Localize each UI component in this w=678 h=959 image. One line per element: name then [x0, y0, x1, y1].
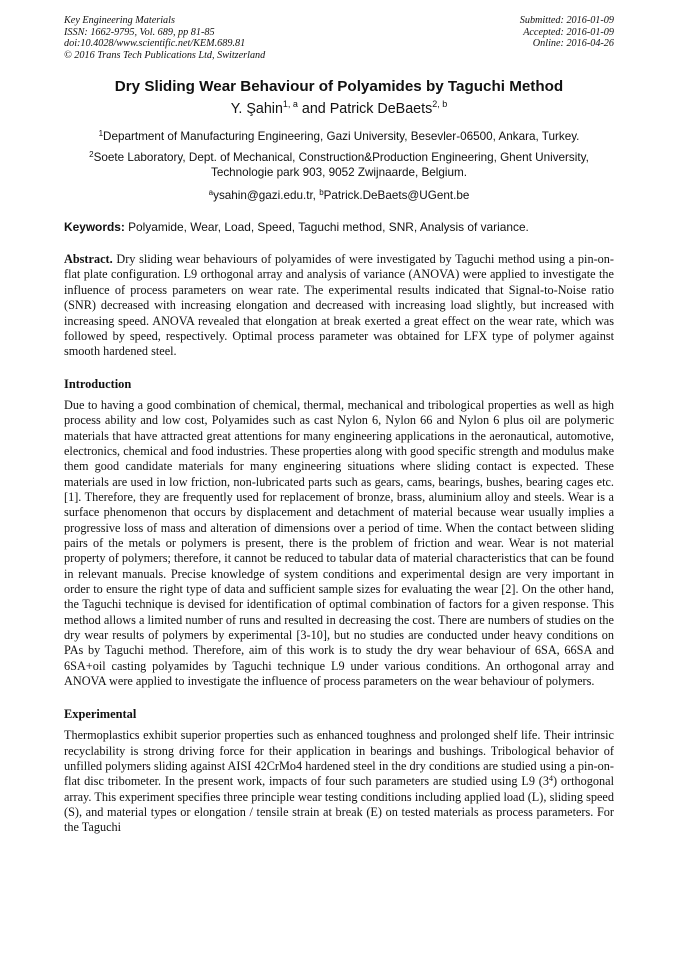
affiliation-2-text: Soete Laboratory, Dept. of Mechanical, Construction&Production Engineering, Ghent University, Technologie park 903, 9052 Zwijnaarde, Belgium.	[93, 151, 589, 179]
experimental-text-1: Thermoplastics exhibit superior properties such as enhanced toughness and prolonged shelf life. Their intrinsic recyclability is strong driving force for their application in bearings and bushings. Tribological behavior of unfilled polymers sliding against AISI 42CrMo4 hardened steel in the dry conditions are studied using a pin-on-flat disc tribometer. In the present work, impacts of four such parameters are studied using L9 (3	[64, 728, 614, 789]
journal-info	[64, 15, 265, 61]
affiliation-2	[64, 150, 614, 180]
experimental-exponent: 4	[549, 774, 554, 784]
abstract-text: Dry sliding wear behaviours of polyamides of were investigated by Taguchi method using a pin-on-flat plate configuration. L9 orthogonal array and analysis of variance (ANOVA) were applied to investigate the influence of process parameters on wear rate. The experimental results indicated that Signal-to-Noise ratio (SNR) decreased with increasing elongation and decreased with increasing load slightly, but increased with increasing speed. ANOVA revealed that elongation at break exerted a great effect on the wear rate, which was followed by speed, respectively. Optimal process parameter was obtained for LFX type of polymer against smooth hardened steel.	[64, 252, 614, 359]
email-b-marker: b	[319, 188, 324, 197]
author-2: and Patrick DeBaets	[297, 101, 433, 117]
keywords	[64, 220, 614, 235]
experimental-text-2: ) orthogonal array. This experiment specifies three principle wear testing conditions including applied load (L), sliding speed (S), and material types or elongation / tensile strain at break (E) on tested materials as process parameters. For the Taguchi	[64, 774, 614, 835]
journal-issn: ISSN: 1662-9795, Vol. 689, pp 81-85	[64, 26, 215, 38]
keywords-label: Keywords:	[64, 220, 125, 234]
affiliation-2-marker: 2	[89, 150, 94, 159]
introduction-paragraph: Due to having a good combination of chemical, thermal, mechanical and tribological properties as well as high process ability and low cost, Polyamides such as cast Nylon 6, Nylon 66 and Nylon 6 plus oil are polymeric materials that have attracted great attentions for many engineering applications in the aeronautical, automotive, electronics, chemical and food industries. These properties along with good specific strength and modulus make them good candidate materials for many engineering situations where sliding contact is expected. These materials are used in low friction, non-lubricated parts such as gears, cams, bearings, bushes, bearing cages etc. [1]. Therefore, they are frequently used for replacement of bronze, brass, aluminium alloy and steels. Wear is a surface phenomenon that occurs by displacement and detachment of material because wear usually implies a progressive loss of mass and alteration of dimensions over a period of time. When the contact between sliding pairs of the metals or polymers is present, there is the problem of friction and wear. Wear is not material property of polymers; therefore, it cannot be reduced to tabular data of material characteristics that can be found in relevant manuals. Precise knowledge of system conditions and experimental design are very important in order to ensure the right type of data and sufficient sample sizes for evaluating the wear [2]. On the other hand, the Taguchi technique is devised for identification of optimal combination of factors for a given response. This method allows a limited number of runs and resulted in decreasing the cost. There are numbers of studies on the dry wear results of polymers by experimental [3-10], but no studies are conducted under heavy conditions on PAs by Taguchi method. Therefore, aim of this work is to study the dry wear behaviour of 6SA, 66SA and 6SA+oil casting polyamides by Taguchi technique L9 under various conditions. An orthogonal array and ANOVA were applied to investigate the influence of process parameters on the wear behaviour of polymers.	[64, 397, 614, 689]
paper-title: Dry Sliding Wear Behaviour of Polyamides by Taguchi Method	[114, 78, 564, 95]
date-accepted: Accepted: 2016-01-09	[523, 26, 614, 38]
journal-name: Key Engineering Materials	[64, 15, 175, 26]
abstract-label: Abstract.	[64, 252, 113, 266]
introduction-heading: Introduction	[64, 376, 132, 391]
journal-header	[64, 15, 614, 67]
publication-dates	[520, 15, 614, 50]
author-1: Y. Şahin	[230, 101, 283, 117]
author-emails	[64, 188, 614, 203]
paper-page	[64, 15, 614, 836]
experimental-paragraph	[64, 728, 614, 835]
date-online: Online: 2016-04-26	[532, 38, 614, 50]
author-line	[64, 100, 614, 118]
date-submitted: Submitted: 2016-01-09	[519, 15, 614, 26]
author-2-marker: 2, b	[432, 99, 448, 109]
affiliation-1-marker: 1	[98, 129, 104, 138]
keywords-text: Polyamide, Wear, Load, Speed, Taguchi method, SNR, Analysis of variance.	[124, 220, 529, 234]
journal-doi: doi:10.4028/www.scientific.net/KEM.689.81	[64, 38, 246, 50]
email-a-marker: a	[208, 188, 214, 197]
affiliation-1	[64, 129, 614, 144]
abstract	[64, 252, 614, 360]
email-b: Patrick.DeBaets@UGent.be	[323, 189, 470, 202]
author-1-marker: 1, a	[282, 99, 298, 109]
experimental-heading: Experimental	[64, 707, 137, 722]
journal-copyright: © 2016 Trans Tech Publications Ltd, Switzerland	[64, 49, 266, 61]
affiliation-1-text: Department of Manufacturing Engineering, Gazi University, Besevler-06500, Ankara, Turkey.	[103, 130, 580, 143]
email-a: ysahin@gazi.edu.tr,	[213, 189, 320, 202]
